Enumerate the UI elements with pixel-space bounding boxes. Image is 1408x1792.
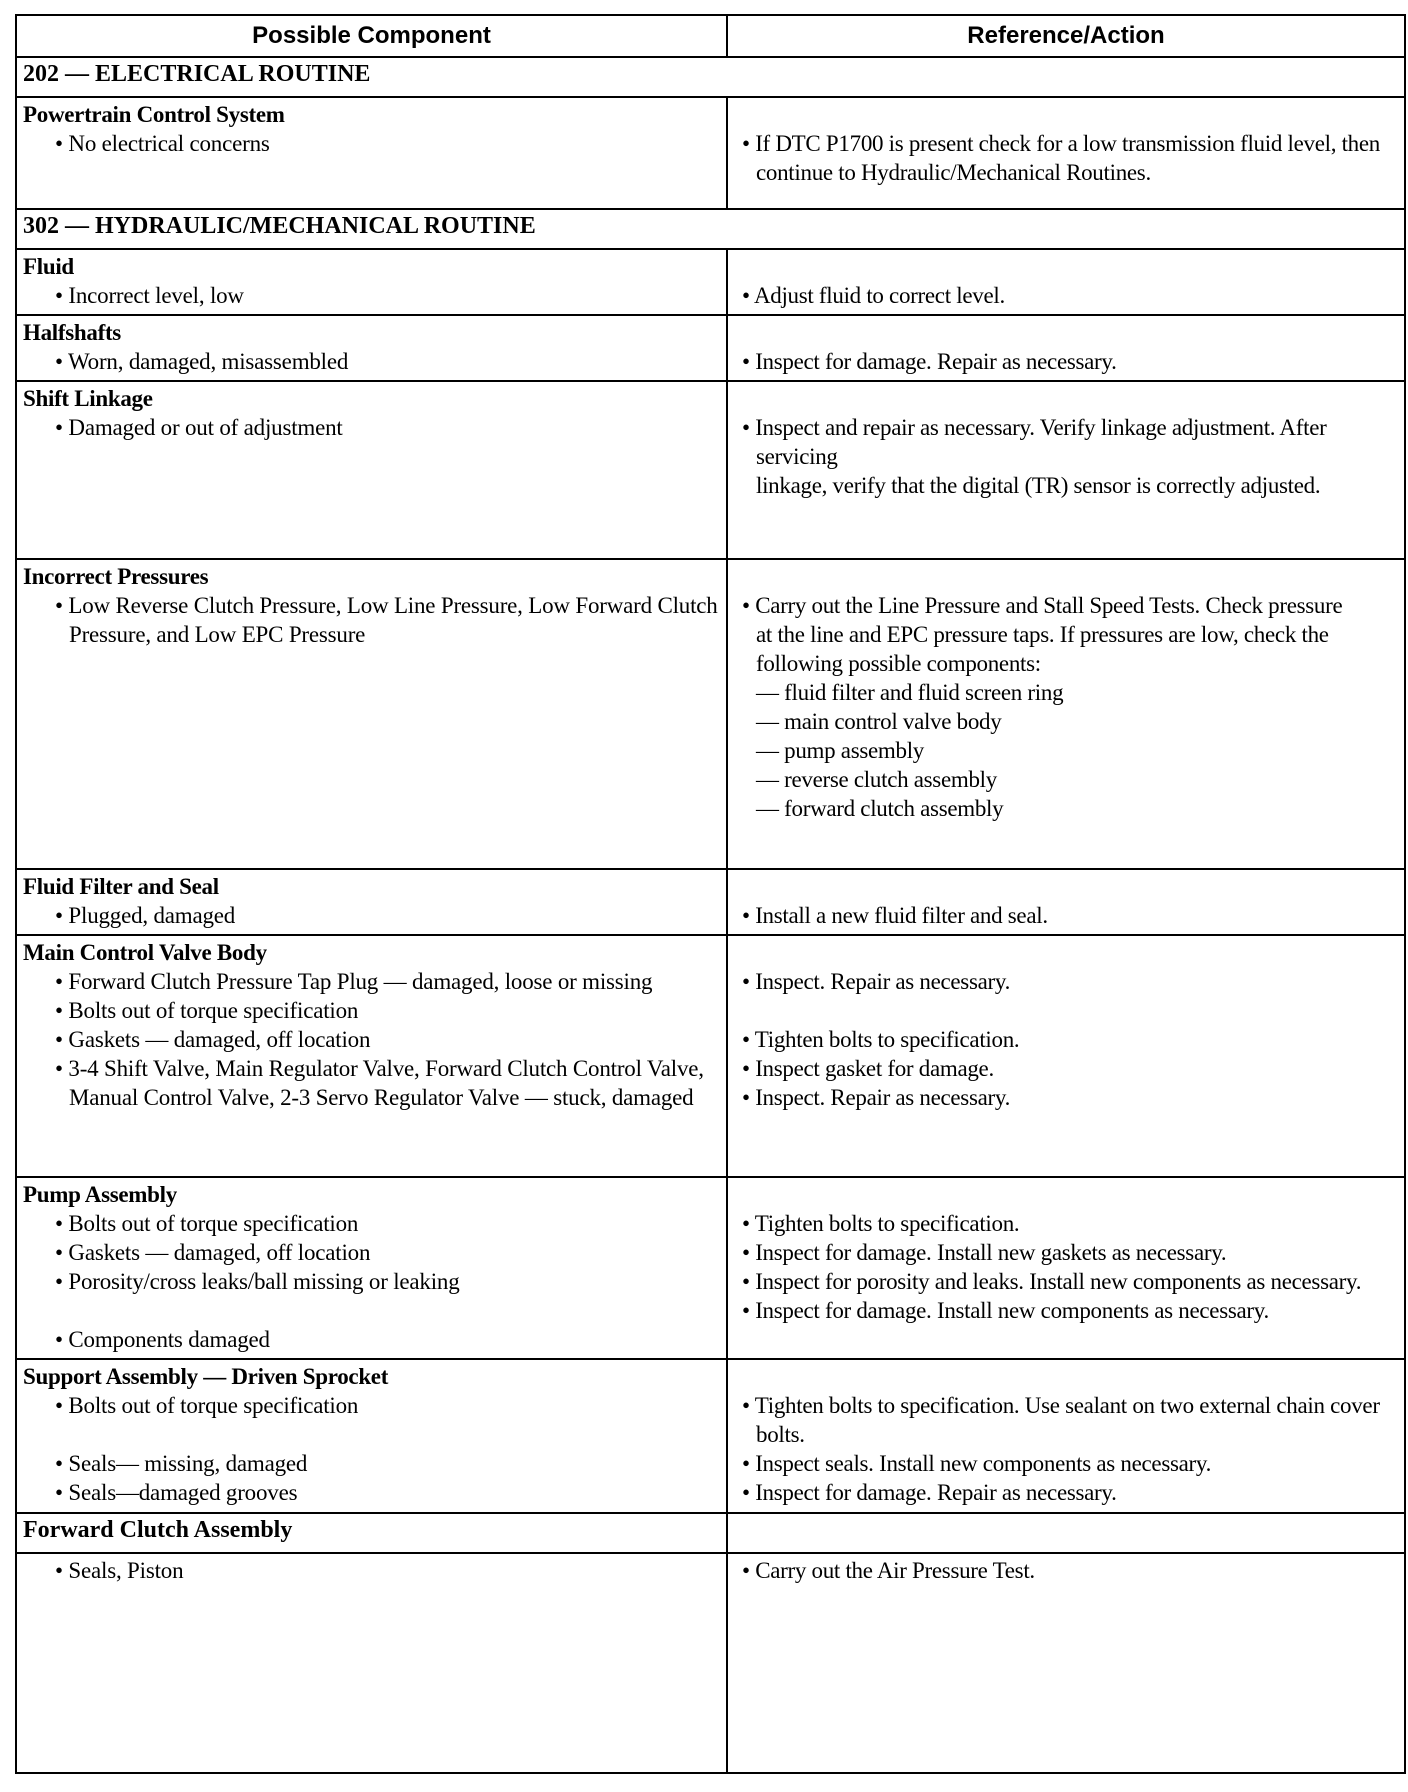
condition-item: • Low Reverse Clutch Pressure, Low Line Pressure, Low Forward Clutch Pressure, and Low EPC Pressure — [23, 591, 720, 649]
condition-item: • Bolts out of torque specification — [23, 996, 720, 1025]
component-name: Support Assembly — Driven Sprocket — [23, 1364, 389, 1389]
routine-row-202 — [16, 57, 1405, 97]
condition-item: • No electrical concerns — [23, 129, 720, 158]
action-cell — [727, 381, 1405, 559]
action-item: • Inspect for damage. Install new components as necessary. — [734, 1296, 1398, 1325]
action-cell — [727, 1553, 1405, 1773]
component-cell — [16, 249, 727, 315]
routine-row-302 — [16, 209, 1405, 249]
action-cell — [727, 1177, 1405, 1359]
condition-item: • Porosity/cross leaks/ball missing or leaking — [23, 1267, 720, 1296]
component-cell — [16, 935, 727, 1177]
condition-item: • Bolts out of torque specification — [23, 1209, 720, 1238]
table-row — [16, 97, 1405, 209]
condition-item: • Worn, damaged, misassembled — [23, 347, 720, 376]
diagnostic-table-page — [15, 14, 1404, 1774]
check-component-item: — pump assembly — [734, 736, 1398, 765]
table-row — [16, 869, 1405, 935]
action-cell — [727, 1359, 1405, 1513]
condition-item: • Bolts out of torque specification — [23, 1391, 720, 1420]
action-cell — [727, 315, 1405, 381]
component-name: Pump Assembly — [23, 1182, 177, 1207]
action-cell — [727, 249, 1405, 315]
component-cell — [16, 1177, 727, 1359]
header-reference-action: Reference/Action — [727, 15, 1405, 57]
action-item: • Carry out the Line Pressure and Stall Speed Tests. Check pressure — [734, 591, 1398, 620]
component-cell — [16, 315, 727, 381]
condition-item: • 3-4 Shift Valve, Main Regulator Valve, Forward Clutch Control Valve, Manual Control Valve, 2-3 Servo Regulator Valve — stuck, damaged — [23, 1054, 720, 1112]
action-item: • Inspect and repair as necessary. Verify linkage adjustment. After servicing — [734, 413, 1398, 471]
condition-item: • Gaskets — damaged, off location — [23, 1238, 720, 1267]
check-component-item: — main control valve body — [734, 707, 1398, 736]
component-name: Shift Linkage — [23, 386, 153, 411]
action-item: • Carry out the Air Pressure Test. — [734, 1556, 1398, 1585]
action-item: • Inspect seals. Install new components as necessary. — [734, 1449, 1398, 1478]
action-continuation: at the line and EPC pressure taps. If pressures are low, check the following possible components: — [756, 622, 1329, 676]
action-item: • If DTC P1700 is present check for a low transmission fluid level, then continue to Hydraulic/Mechanical Routines. — [734, 129, 1398, 187]
component-name: Halfshafts — [23, 320, 121, 345]
table-row — [16, 935, 1405, 1177]
component-name: Powertrain Control System — [23, 102, 285, 127]
action-continuation: linkage, verify that the digital (TR) sensor is correctly adjusted. — [756, 473, 1321, 498]
condition-item: • Damaged or out of adjustment — [23, 413, 720, 442]
action-item: • Inspect for damage. Repair as necessary. — [734, 347, 1398, 376]
action-item: • Inspect for damage. Repair as necessary. — [734, 1478, 1398, 1507]
component-cell — [16, 1553, 727, 1773]
component-name: Incorrect Pressures — [23, 564, 209, 589]
action-item: • Tighten bolts to specification. — [734, 1025, 1398, 1054]
action-item: • Adjust fluid to correct level. — [734, 281, 1398, 310]
action-cell — [727, 869, 1405, 935]
component-name: Fluid — [23, 254, 74, 279]
condition-item: • Seals—damaged grooves — [23, 1478, 720, 1507]
component-cell — [16, 97, 727, 209]
component-name: Fluid Filter and Seal — [23, 874, 219, 899]
condition-item: • Components damaged — [23, 1325, 720, 1354]
action-item: • Inspect gasket for damage. — [734, 1054, 1398, 1083]
condition-item: • Plugged, damaged — [23, 901, 720, 930]
action-cell-empty — [727, 1513, 1405, 1553]
diagnostic-table — [15, 14, 1406, 1774]
component-name: Forward Clutch Assembly — [16, 1513, 727, 1553]
condition-item: • Forward Clutch Pressure Tap Plug — damaged, loose or missing — [23, 967, 720, 996]
table-header-row — [16, 15, 1405, 57]
table-row — [16, 1553, 1405, 1773]
component-cell — [16, 869, 727, 935]
component-name: Main Control Valve Body — [23, 940, 267, 965]
check-component-item: — reverse clutch assembly — [734, 765, 1398, 794]
condition-item: • Seals— missing, damaged — [23, 1449, 720, 1478]
table-row — [16, 559, 1405, 869]
action-item: • Inspect. Repair as necessary. — [734, 967, 1398, 996]
action-cell — [727, 559, 1405, 869]
table-row — [16, 315, 1405, 381]
table-row — [16, 1177, 1405, 1359]
table-row — [16, 1359, 1405, 1513]
table-row — [16, 381, 1405, 559]
table-row — [16, 249, 1405, 315]
action-item: • Tighten bolts to specification. Use sealant on two external chain cover bolts. — [734, 1391, 1398, 1449]
action-cell — [727, 935, 1405, 1177]
header-possible-component: Possible Component — [16, 15, 727, 57]
check-component-item: — fluid filter and fluid screen ring — [734, 678, 1398, 707]
condition-item: • Gaskets — damaged, off location — [23, 1025, 720, 1054]
action-item: • Inspect. Repair as necessary. — [734, 1083, 1398, 1112]
component-cell — [16, 1359, 727, 1513]
action-item: • Install a new fluid filter and seal. — [734, 901, 1398, 930]
component-cell — [16, 559, 727, 869]
routine-title-202: 202 — ELECTRICAL ROUTINE — [16, 57, 1405, 97]
condition-item: • Seals, Piston — [23, 1556, 720, 1585]
action-cell — [727, 97, 1405, 209]
action-item: • Inspect for damage. Install new gaskets as necessary. — [734, 1238, 1398, 1267]
table-row — [16, 1513, 1405, 1553]
action-item: • Tighten bolts to specification. — [734, 1209, 1398, 1238]
condition-item: • Incorrect level, low — [23, 281, 720, 310]
component-cell — [16, 381, 727, 559]
routine-title-302: 302 — HYDRAULIC/MECHANICAL ROUTINE — [16, 209, 1405, 249]
action-item: • Inspect for porosity and leaks. Install new components as necessary. — [734, 1267, 1398, 1296]
check-component-item: — forward clutch assembly — [734, 794, 1398, 823]
